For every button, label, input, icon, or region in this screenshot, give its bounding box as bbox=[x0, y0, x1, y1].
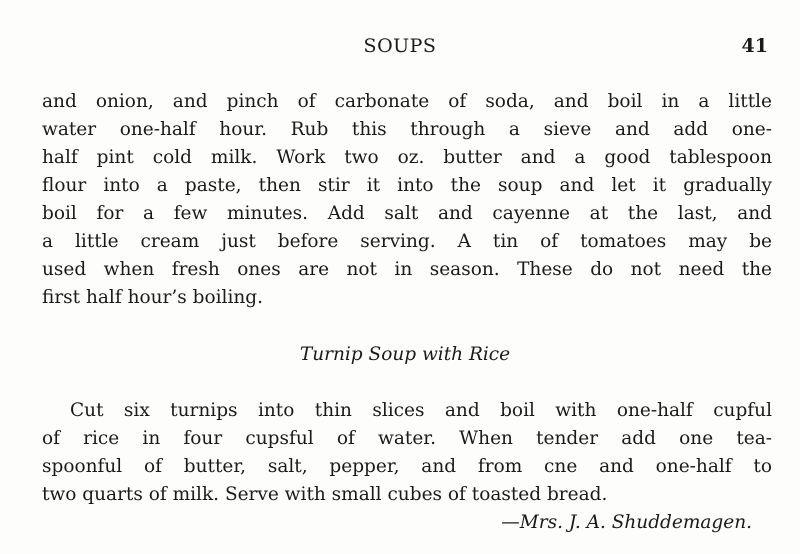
recipe-attribution: —Mrs. J. A. Shuddemagen. bbox=[501, 512, 752, 533]
paragraph-line: used when fresh ones are not in season. These do not need the bbox=[42, 259, 772, 280]
page-number: 41 bbox=[741, 35, 768, 57]
paragraph-line: Cut six turnips into thin slices and boil with one-half cupful bbox=[70, 400, 772, 421]
running-head bbox=[0, 34, 800, 58]
paragraph-line: first half hour’s boiling. bbox=[42, 287, 264, 308]
paragraph-line: flour into a paste, then stir it into the soup and let it gradually bbox=[42, 175, 772, 196]
recipe-heading: Turnip Soup with Rice bbox=[299, 344, 511, 365]
paragraph-line: two quarts of milk. Serve with small cubes of toasted bread. bbox=[42, 484, 608, 505]
paragraph-line: a little cream just before serving. A tin of tomatoes may be bbox=[42, 231, 772, 252]
paragraph-line: and onion, and pinch of carbonate of soda, and boil in a little bbox=[42, 91, 772, 112]
paragraph-line: of rice in four cupsful of water. When tender add one tea- bbox=[42, 428, 772, 449]
running-head-title: SOUPS bbox=[363, 35, 437, 57]
paragraph-line: water one-half hour. Rub this through a sieve and add one- bbox=[42, 119, 772, 140]
paragraph-line: half pint cold milk. Work two oz. butter and a good tablespoon bbox=[42, 147, 772, 168]
paragraph-line: boil for a few minutes. Add salt and cayenne at the last, and bbox=[42, 203, 772, 224]
paragraph-line: spoonful of butter, salt, pepper, and from cne and one-half to bbox=[42, 456, 772, 477]
